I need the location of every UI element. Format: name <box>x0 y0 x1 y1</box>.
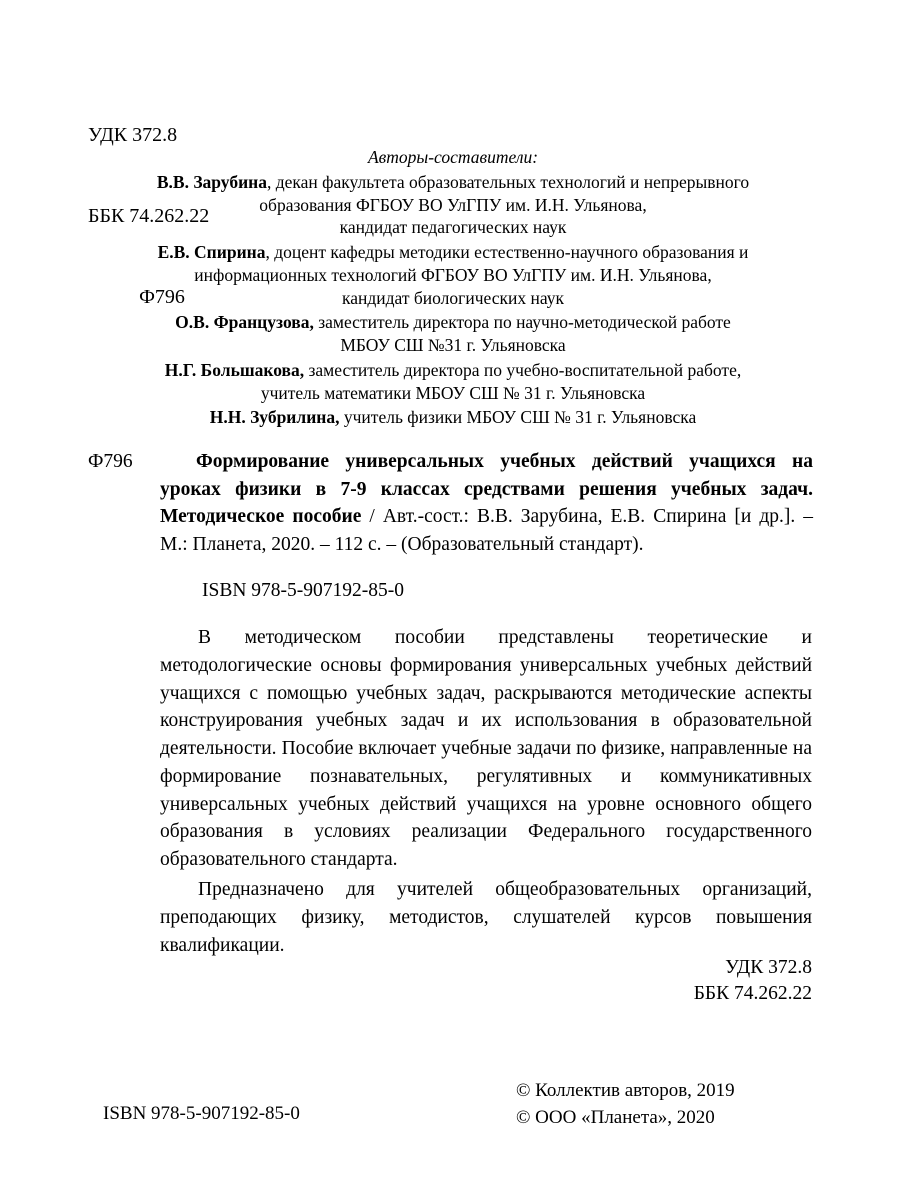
author-entry <box>100 171 806 239</box>
book-title: Формирование универсальных учебных действий учащихся на уроках физики в 7-9 классах средствами решения учебных задач. Методическое пособие <box>160 451 813 528</box>
author-role: , декан факультета образовательных технологий и непрерывного <box>267 171 750 192</box>
annotation-paragraph-2: Предназначено для учителей общеобразовательных организаций, преподающих физику, методистов, слушателей курсов повышения квалификации. <box>160 879 812 956</box>
author-affiliation-line: информационных технологий ФГБОУ ВО УлГПУ им. И.Н. Ульянова, <box>194 264 712 285</box>
isbn-footer: ISBN 978-5-907192-85-0 <box>103 1103 300 1124</box>
copyright-publisher: © ООО «Планета», 2020 <box>516 1106 715 1128</box>
author-role: учитель физики МБОУ СШ № 31 г. Ульяновска <box>339 407 697 428</box>
isbn-main: ISBN 978-5-907192-85-0 <box>202 580 405 601</box>
author-affiliation-line: учитель математики МБОУ СШ № 31 г. Ульяновска <box>260 382 646 403</box>
author-affiliation-line: образования ФГБОУ ВО УлГПУ им. И.Н. Ульянова, <box>259 194 647 215</box>
author-degree-line: кандидат педагогических наук <box>339 217 567 238</box>
udk-code-top: УДК 372.8 <box>88 124 178 146</box>
bbk-code-bottom: ББК 74.262.22 <box>693 983 812 1005</box>
bibliographic-description <box>88 448 813 559</box>
author-name: Е.В. Спирина <box>157 242 266 262</box>
author-entry <box>100 311 806 357</box>
author-degree-line: кандидат биологических наук <box>342 287 564 308</box>
annotation-block <box>160 624 812 959</box>
authors-block <box>100 146 806 429</box>
author-name: В.В. Зарубина <box>156 171 267 192</box>
copyright-authors: © Коллектив авторов, 2019 <box>516 1080 735 1101</box>
authors-heading: Авторы-составители: <box>367 147 539 167</box>
classification-block-bottom <box>694 955 812 1008</box>
author-role: заместитель директора по научно-методической работе <box>313 312 731 333</box>
author-name: Н.Н. Зубрилина, <box>209 407 340 428</box>
author-role: , доцент кафедры методики естественно-научного образования и <box>265 242 749 262</box>
bbk-code-top: ББК 74.262.22 <box>88 205 210 227</box>
author-role: заместитель директора по учебно-воспитательной работе, <box>304 359 742 380</box>
author-sign-code-biblio: Ф796 <box>88 451 133 472</box>
author-name: Н.Г. Большакова, <box>164 359 305 380</box>
bibliographic-text <box>160 448 813 559</box>
annotation-paragraph-1: В методическом пособии представлены теоретические и методологические основы формирования универсальных учебных действий учащихся с помощью учебных задач, раскрываются методические аспекты конструирования учебных задач и их использования в образовательной деятельности. Пособие включает учебные задачи по физике, направленные на формирование познавательных, регулятивных и коммуникативных универсальных учебных действий учащихся на уровне основного общего образования в условиях реализации Федерального государственного образовательного стандарта. <box>160 627 812 871</box>
author-entry <box>100 241 806 309</box>
copyright-block <box>516 1078 735 1132</box>
udk-code-bottom: УДК 372.8 <box>725 957 812 978</box>
author-entry <box>100 359 806 405</box>
author-sign-code-top: Ф796 <box>139 286 185 308</box>
author-affiliation-line: МБОУ СШ №31 г. Ульяновска <box>340 335 566 355</box>
author-entry <box>100 406 806 429</box>
bibliographic-imprint: / Авт.-сост.: В.В. Зарубина, Е.В. Спирина [и др.]. – М.: Планета, 2020. – 112 с. – (Образовательный стандарт). <box>160 506 813 556</box>
author-name: О.В. Французова, <box>175 312 314 333</box>
